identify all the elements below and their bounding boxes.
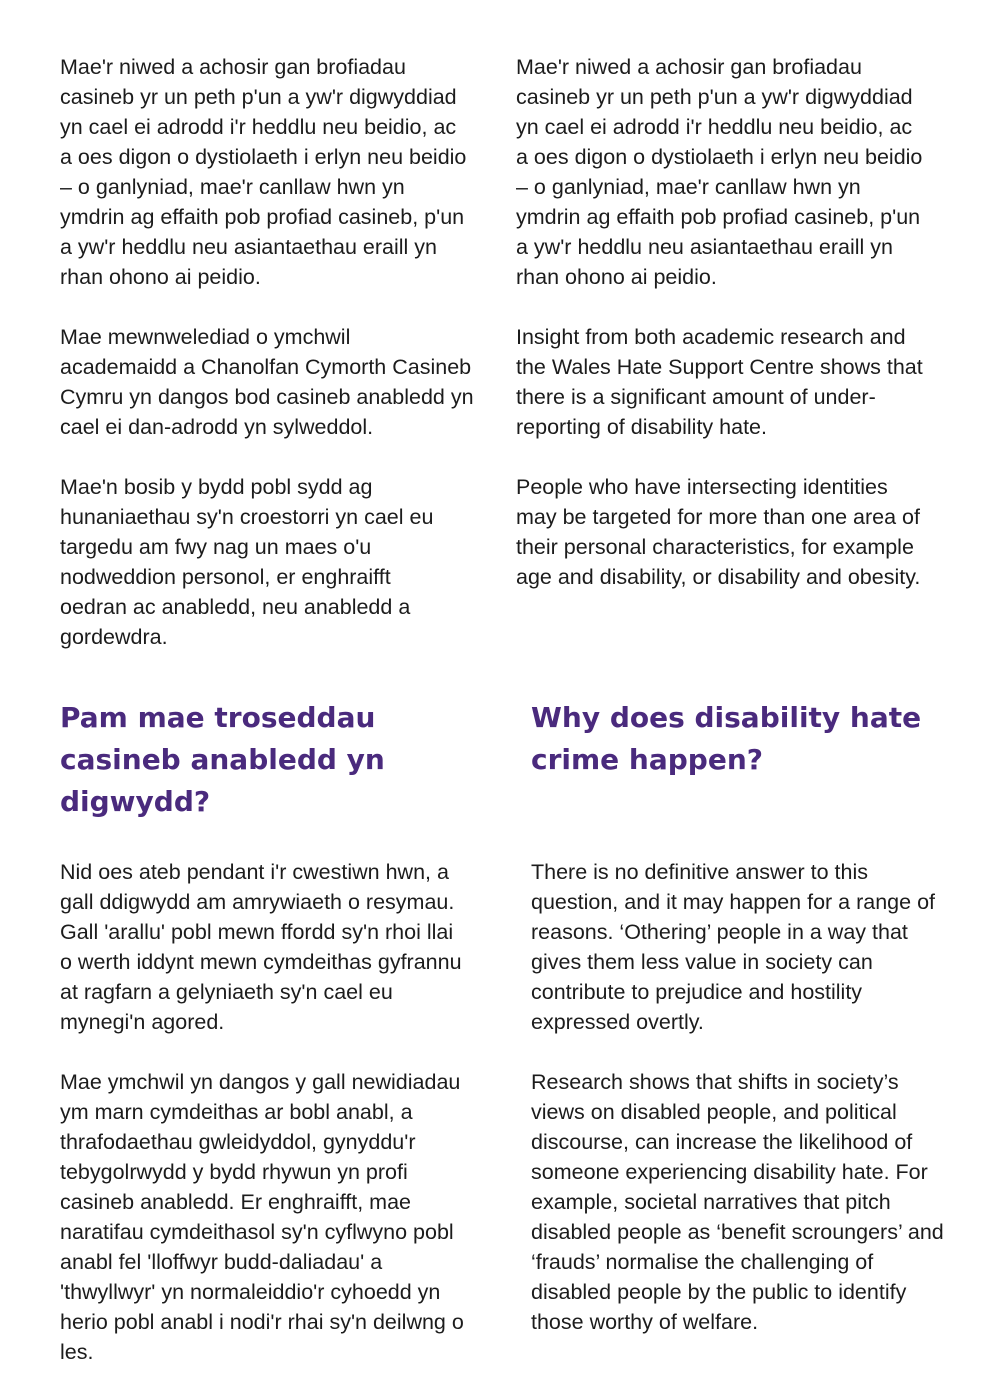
paragraph-insight-welsh: Mae mewnwelediad o ymchwil academaidd a Chanolfan Cymorth Casineb Cymru yn dangos bod casineb anabledd yn cael ei dan-adrodd yn sylweddol.: [60, 325, 474, 439]
bottom-english-column: [531, 857, 971, 1337]
paragraph-research-english: Research shows that shifts in society’s views on disabled people, and political discourse, can increase the likelihood of someone experiencing disability hate. For example, societal narratives that pitch disabled people as ‘benefit scroungers’ and ‘frauds’ normalise the challenging of disabled people by the public to identify those worthy of welfare.: [531, 1070, 944, 1334]
paragraph-harm-english: Mae'r niwed a achosir gan brofiadau casineb yr un peth p'un a yw'r digwyddiad yn cael ei adrodd i'r heddlu neu beidio, ac a oes digon o dystiolaeth i erlyn neu beidio – o ganlyniad, mae'r canllaw hwn yn ymdrin ag effaith pob profiad casineb, p'un a yw'r heddlu neu asiantaethau eraill yn rhan ohono ai peidio.: [516, 55, 923, 289]
paragraph-answer-english: There is no definitive answer to this question, and it may happen for a range of reasons. ‘Othering’ people in a way that gives them less value in society can contribute to prejudice and hostility expressed overtly.: [531, 860, 935, 1034]
paragraph-harm-welsh: Mae'r niwed a achosir gan brofiadau casineb yr un peth p'un a yw'r digwyddiad yn cael ei adrodd i'r heddlu neu beidio, ac a oes digon o dystiolaeth i erlyn neu beidio – o ganlyniad, mae'r canllaw hwn yn ymdrin ag effaith pob profiad casineb, p'un a yw'r heddlu neu asiantaethau eraill yn rhan ohono ai peidio.: [60, 55, 467, 289]
paragraph-research-welsh: Mae ymchwil yn dangos y gall newidiadau ym marn cymdeithas ar bobl anabl, a thrafodaethau gwleidyddol, gynyddu'r tebygolrwydd y bydd rhywun yn profi casineb anabledd. Er enghraifft, mae naratifau cymdeithasol sy'n cyflwyno pobl anabl fel 'lloffwyr budd-daliadau' a 'thwyllwyr' yn normaleiddio'r cyhoedd yn herio pobl anabl i nodi'r rhai sy'n deilwng o les.: [60, 1070, 464, 1364]
paragraph-intersecting-welsh: Mae'n bosib y bydd pobl sydd ag hunaniaethau sy'n croestorri yn cael eu targedu am fwy nag un maes o'u nodweddion personol, er enghraifft oedran ac anabledd, neu anabledd a gordewdra.: [60, 475, 434, 649]
paragraph-insight-english: Insight from both academic research and the Wales Hate Support Centre shows that there is a significant amount of under- reporting of disability hate.: [516, 325, 923, 439]
top-welsh-column: [60, 52, 500, 652]
bottom-welsh-column: [60, 857, 500, 1367]
section-heading-english: Why does disability hate crime happen?: [531, 701, 922, 776]
section-heading-welsh: Pam mae troseddau casineb anabledd yn digwydd?: [60, 701, 385, 818]
top-english-column: [516, 52, 966, 592]
paragraph-intersecting-english: People who have intersecting identities may be targeted for more than one area of their personal characteristics, for example age and disability, or disability and obesity.: [516, 475, 921, 589]
paragraph-answer-welsh: Nid oes ateb pendant i'r cwestiwn hwn, a gall ddigwydd am amrywiaeth o resymau. Gall 'arallu' pobl mewn ffordd sy'n rhoi llai o werth iddynt mewn cymdeithas gyfrannu at ragfarn a gelyniaeth sy'n cael eu mynegi'n agored.: [60, 860, 462, 1034]
